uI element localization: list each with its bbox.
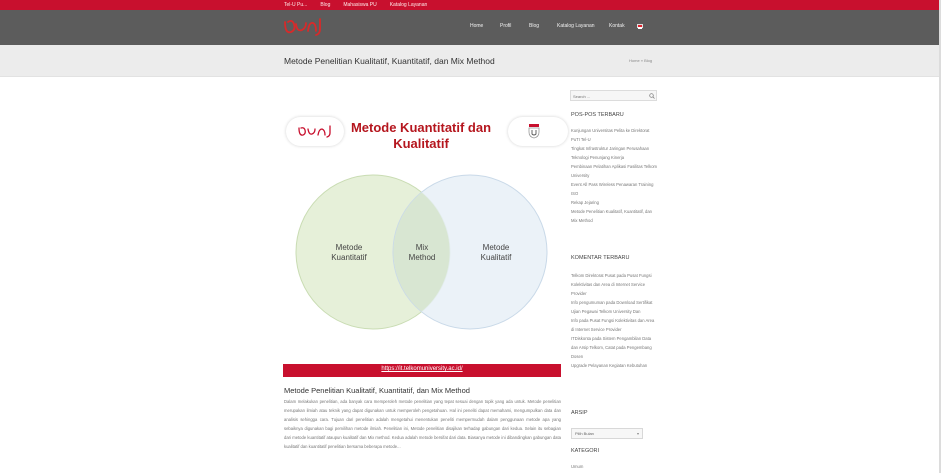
page-title: Metode Penelitian Kualitatif, Kuantitatif, dan Mix Method <box>284 56 495 66</box>
nav-item-katalog[interactable]: Katalog Layanan <box>557 23 595 29</box>
top-link[interactable]: Katalog Layanan <box>389 2 428 8</box>
source-link[interactable]: https://it.telkomuniversity.ac.id/ <box>381 366 463 372</box>
recent-comment-item[interactable]: Telkom Direktorat Pusat pada Pusat Fungsi Kolektivitas dan Area di Internet Service Provider <box>571 273 652 296</box>
language-flag-icon[interactable] <box>637 24 643 28</box>
page-title-bar <box>0 45 941 77</box>
top-link[interactable]: Mahasiswa PU <box>343 2 377 8</box>
main-navbar <box>0 10 941 45</box>
recent-post-item[interactable]: Event All Pass Wireless Penawaran Training ISO <box>571 182 654 196</box>
brand-logo-icon <box>297 125 335 138</box>
recent-post-item[interactable]: Tingkat Infrastruktur Jaringan Perusahaan Teknologi Penunjang Kinerja <box>571 146 650 160</box>
nav-item-home[interactable]: Home <box>470 23 484 29</box>
featured-logo-badge <box>286 117 344 146</box>
source-link-bar <box>283 364 561 377</box>
category-item[interactable]: Umum <box>571 464 584 469</box>
search-input[interactable] <box>573 92 643 100</box>
recent-posts-list <box>571 126 658 225</box>
recent-comment-item[interactable]: Info pengumuman pada Download Sertifikat Ujian Pegawai Telkom University Dan <box>571 300 653 314</box>
archives-select[interactable] <box>571 428 643 439</box>
top-bar <box>0 0 941 10</box>
recent-comments-heading: KOMENTAR TERBARU <box>571 255 630 261</box>
nav-menu <box>470 22 635 30</box>
archives-selected-value: Pilih Bulan <box>575 431 594 436</box>
recent-comment-item[interactable]: Upgrade Pelayanan Kegiatan Kebutuhan <box>571 363 648 368</box>
label-kuantitatif: Metode Kuantitatif <box>331 243 367 262</box>
nav-item-kontak[interactable]: Kontak <box>609 23 625 29</box>
article-heading: Metode Penelitian Kualitatif, Kuantitatif, dan Mix Method <box>284 386 470 395</box>
top-link[interactable]: Blog <box>320 2 331 8</box>
recent-post-item[interactable]: Metode Penelitian Kualitatif, Kuantitatif, dan Mix Method <box>571 209 653 223</box>
featured-image <box>283 107 561 350</box>
archives-heading: ARSIP <box>571 410 588 416</box>
recent-post-item[interactable]: Kunjungan Universitas Pelita ke Direktorat PuTI Tel-U <box>571 128 650 142</box>
categories-heading: KATEGORI <box>571 448 600 454</box>
label-kualitatif: Metode Kualitatif <box>480 243 512 262</box>
label-mix-method: Mix Method <box>408 243 436 262</box>
categories-list <box>571 462 658 471</box>
top-link[interactable]: Tel-U Pu... <box>284 2 308 8</box>
recent-post-item[interactable]: Pembinaan Pelatihan Aplikasi Fasilitas Telkom University <box>571 164 658 178</box>
recent-post-item[interactable]: Rekap Jejaring <box>571 200 599 205</box>
search-box <box>570 90 657 101</box>
breadcrumb[interactable]: Home » Blog <box>629 58 653 63</box>
nav-item-profil[interactable]: Profil <box>500 23 512 29</box>
recent-comment-item[interactable]: Info pada Pusat Fungsi Kolektivitas dan Area di Internet Service Provider <box>571 318 655 332</box>
top-links <box>284 1 427 9</box>
site-logo[interactable] <box>282 16 324 38</box>
recent-posts-heading: POS-POS TERBARU <box>571 112 624 118</box>
search-icon[interactable] <box>649 93 655 99</box>
recent-comments-list <box>571 271 658 370</box>
nav-item-blog[interactable]: Blog <box>529 23 540 29</box>
university-logo-badge <box>508 117 568 146</box>
article-body: Dalam melakukan penelitian, ada banyak cara memperoleh metode penelitian yang tepat sesuai dengan topik yang ada untuk. Metode penelitian merupakan ilmiah atau teknik yang dapat digunakan untuk memperoleh pengetahuan. Hal ini peneliti dapat memahami, mengumpulkan data dan analisis sehingga cara. Tujuan dari penelitian adalah mengetahui menentukan peneliti mempermudah dalam penggunaan metode apa yang sebaiknya digunakan bagi pemilihan metode ilmiah. Penelitian ini, Metode penelitian disajikan terhadap gabungan dari kedua. Selain itu sebagian dari metode kuantitatif ataupun kualitatif dan Mix method. Kedua adalah metode bersifat dari data. Biasanya metode ini dibandingkan gabungan data kualitatif dan kuantitatif penelitian bersama beberapa metode... <box>284 399 561 449</box>
university-shield-icon <box>528 123 540 139</box>
recent-comment-item[interactable]: ITDiskonta pada Sistem Pengambilan Data dan Arsip Telkom, Catat pada Pengembang Dosen <box>571 336 652 359</box>
chevron-down-icon: ▾ <box>636 431 639 436</box>
featured-title: Metode Kuantitatif dan Kualitatif <box>350 120 492 151</box>
